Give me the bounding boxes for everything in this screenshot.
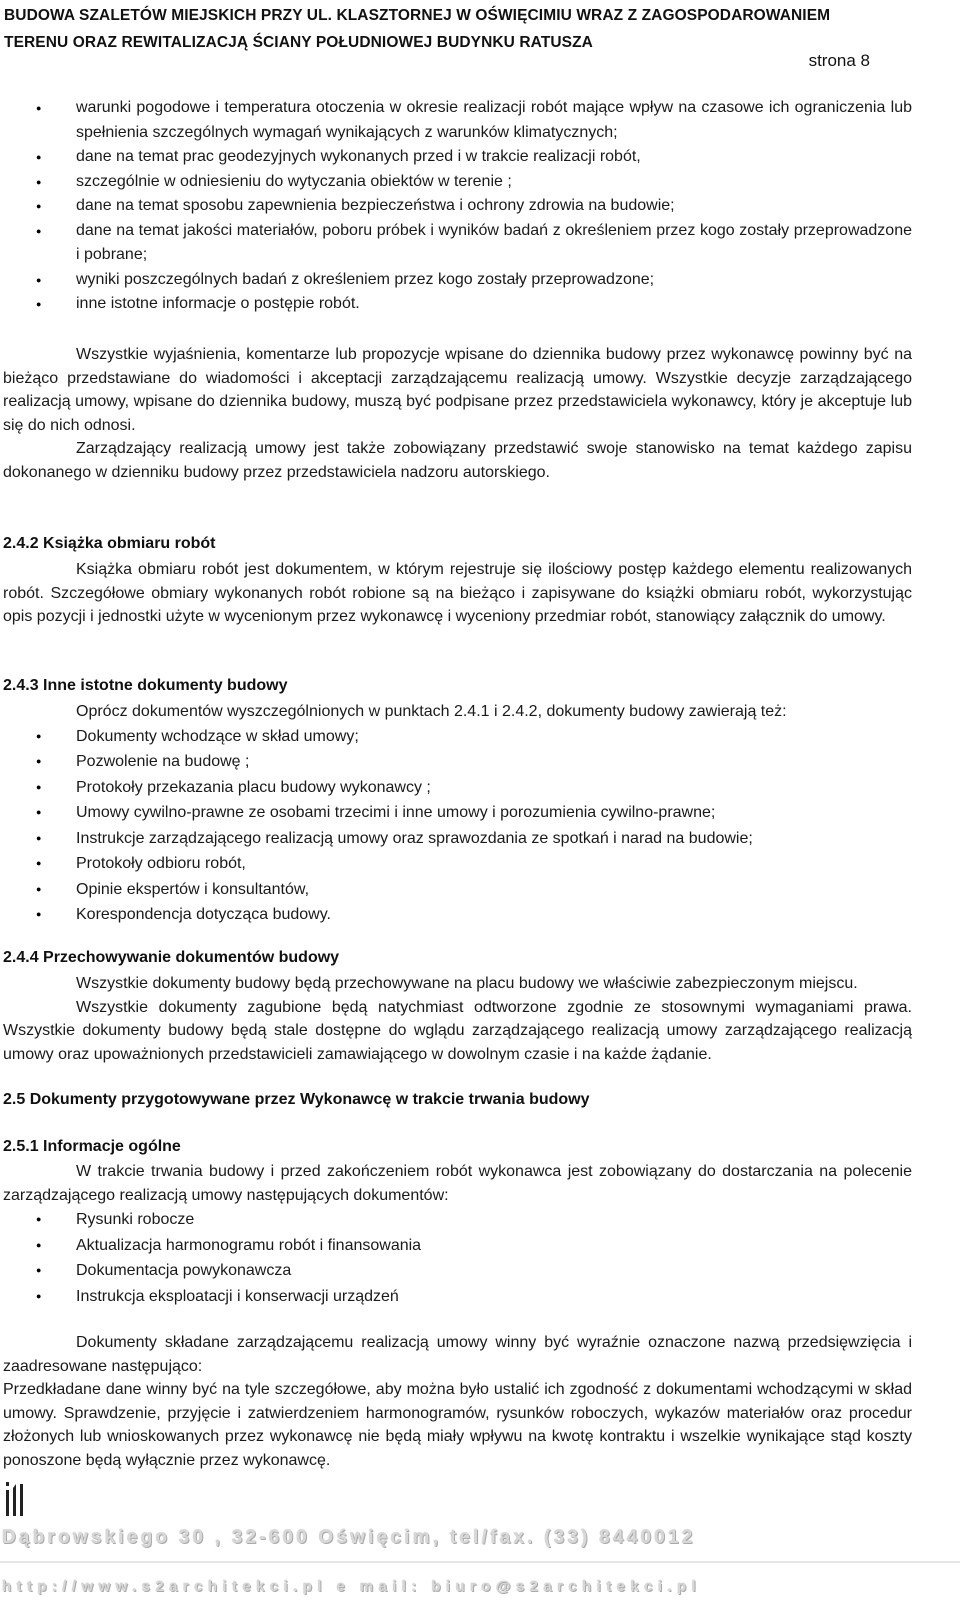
list-item: ● Umowy cywilno-prawne ze osobami trzecimi i inne umowy i porozumienia cywilno-prawne; <box>0 800 936 826</box>
list-item: ● dane na temat prac geodezyjnych wykonanych przed i w trakcie realizacji robót, <box>0 145 936 170</box>
journal-entries-paragraphs <box>0 343 936 485</box>
paragraph: Zarządzający realizacją umowy jest także zobowiązany przedstawić swoje stanowisko na temat każdego zapisu dokonanego w dzienniku budowy przez przedstawiciela nadzoru autorskiego. <box>3 440 912 481</box>
list-item: ● Instrukcje zarządzającego realizacją umowy oraz sprawozdania ze spotkań i narad na budowie; <box>0 826 936 852</box>
other-documents-list <box>0 724 936 928</box>
header-title-line-2: TERENU ORAZ REWITALIZACJĄ ŚCIANY POŁUDNIOWEJ BUDYNKU RATUSZA <box>4 34 593 51</box>
section-heading-2-5: 2.5 Dokumenty przygotowywane przez Wykonawcę w trakcie trwania budowy <box>3 1091 590 1108</box>
list-item: ● szczególnie w odniesieniu do wytyczania obiektów w terenie ; <box>0 170 936 195</box>
list-item: ● Protokoły odbioru robót, <box>0 851 936 877</box>
page-number: strona 8 <box>808 51 870 70</box>
footer-web-email: http://www.s2architekci.pl e mail: biuro@s2architekci.pl <box>2 1578 702 1595</box>
header-title-line-1: BUDOWA SZALETÓW MIEJSKICH PRZY UL. KLASZTORNEJ W OŚWIĘCIMIU WRAZ Z ZAGOSPODAROWANIEM <box>4 7 831 24</box>
paragraph: Wszystkie dokumenty zagubione będą natychmiast odtworzone zgodnie ze stosownymi wymaganiami prawa. Wszystkie dokumenty budowy będą stale dostępne do wglądu zarządzającego realizacją umowy zarządzającego realizacją umowy oraz upoważnionych przedstawicieli zamawiającego w dowolnym czasie i na każde żądanie. <box>3 998 912 1063</box>
s2-logo-icon <box>3 1480 29 1518</box>
section-2-4-3-body <box>0 700 936 928</box>
paragraph: Wszystkie dokumenty budowy będą przechowywane na placu budowy we właściwie zabezpieczonym miejscu. <box>76 975 858 992</box>
list-item: ● Opinie ekspertów i konsultantów, <box>0 877 936 903</box>
list-item: ● dane na temat jakości materiałów, poboru próbek i wyników badań z określeniem przez kogo zostały przeprowadzone i pobrane; <box>0 219 936 268</box>
paragraph: Przedkładane dane winny być na tyle szczegółowe, aby można było ustalić ich zgodność z dokumentami wchodzącymi w skład umowy. Sprawdzenie, przyjęcie i zatwierdzeniem harmonogramów, rysunków roboczych, wykazów materiałów oraz procedur złożonych lub wnioskowanych przez wykonawcę nie będą miały wpływu na kwotę kontraktu i wszelkie wynikające stąd koszty ponoszone będą wyłącznie przez wykonawcę. <box>3 1381 912 1469</box>
section-heading-2-4-4: 2.4.4 Przechowywanie dokumentów budowy <box>3 949 340 966</box>
paragraph: Oprócz dokumentów wyszczególnionych w punktach 2.4.1 i 2.4.2, dokumenty budowy zawierają też: <box>76 703 787 720</box>
list-item: ● Korespondencja dotycząca budowy. <box>0 902 936 928</box>
section-heading-2-4-3: 2.4.3 Inne istotne dokumenty budowy <box>3 677 288 694</box>
section-2-5-1-body <box>0 1160 936 1309</box>
section-2-4-2-body <box>0 558 936 629</box>
list-item: ● warunki pogodowe i temperatura otoczenia w okresie realizacji robót mające wpływ na czasowe ich ograniczenia lub spełnienia szczególnych wymagań wynikających z warunków klimatycznych; <box>0 96 936 145</box>
footer-divider <box>0 1561 960 1563</box>
contractor-documents-list <box>0 1207 936 1309</box>
list-item: ● Aktualizacja harmonogramu robót i finansowania <box>0 1233 936 1259</box>
paragraph: Dokumenty składane zarządzającemu realizacją umowy winny być wyraźnie oznaczone nazwą przedsięwzięcia i zaadresowane następująco: <box>3 1334 912 1375</box>
list-item: ● Rysunki robocze <box>0 1207 936 1233</box>
list-item: ● inne istotne informacje o postępie robót. <box>0 292 936 317</box>
paragraph: Książka obmiaru robót jest dokumentem, w którym rejestruje się ilościowy postęp każdego elementu realizowanych robót. Szczegółowe obmiary wykonanych robót robione są na bieżąco i zapisywane do książki obmiaru robót, wykorzystując opis pozycji i jednostki użyte w wycenionym przez wykonawcę i wyceniony przedmiar robót, stanowiący załącznik do umowy. <box>3 561 912 626</box>
paragraph: Wszystkie wyjaśnienia, komentarze lub propozycje wpisane do dziennika budowy przez wykonawcę powinny być na bieżąco przedstawiane do wiadomości i akceptacji zarządzającemu realizacją umowy. Wszystkie decyzje zarządzającego realizacją umowy, wpisane do dziennika budowy, muszą być podpisane przez przedstawiciela wykonawcy, który je akceptuje lub się do nich odnosi. <box>3 346 912 434</box>
footer-address: Dąbrowskiego 30 , 32-600 Oświęcim, tel/fax. (33) 8440012 <box>2 1527 696 1548</box>
list-item: ● dane na temat sposobu zapewnienia bezpieczeństwa i ochrony zdrowia na budowie; <box>0 194 936 219</box>
list-item: ● Pozwolenie na budowę ; <box>0 749 936 775</box>
list-item: ● Protokoły przekazania placu budowy wykonawcy ; <box>0 775 936 801</box>
section-2-4-4-body <box>0 972 936 1066</box>
list-item: ● Instrukcja eksploatacji i konserwacji urządzeń <box>0 1284 936 1310</box>
section-heading-2-4-2: 2.4.2 Książka obmiaru robót <box>3 535 216 552</box>
section-heading-2-5-1: 2.5.1 Informacje ogólne <box>3 1138 181 1155</box>
list-item: ● wyniki poszczególnych badań z określeniem przez kogo zostały przeprowadzone; <box>0 268 936 293</box>
list-item: ● Dokumentacja powykonawcza <box>0 1258 936 1284</box>
paragraph: W trakcie trwania budowy i przed zakończeniem robót wykonawca jest zobowiązany do dostarczania na polecenie zarządzającego realizacją umowy następujących dokumentów: <box>3 1163 912 1204</box>
section-2-5-1-addressing <box>0 1331 936 1473</box>
list-item: ● Dokumenty wchodzące w skład umowy; <box>0 724 936 750</box>
document-header <box>4 2 944 56</box>
progress-info-list <box>0 96 936 317</box>
